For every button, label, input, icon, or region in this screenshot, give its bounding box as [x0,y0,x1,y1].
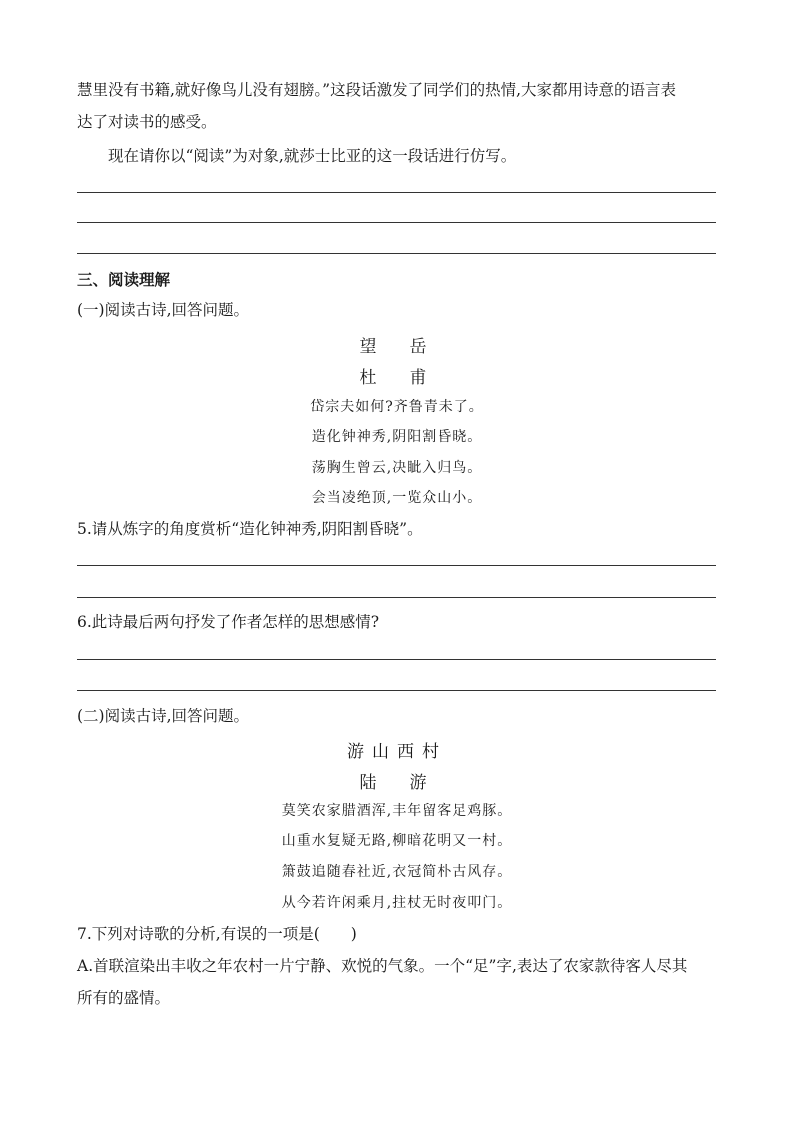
poem-line: 会当凌绝顶,一览众山小。 [311,490,483,506]
answer-line[interactable] [77,690,716,691]
part-two-intro: (二)阅读古诗,回答问题。 [77,707,250,725]
poem-author: 陆 游 [359,773,435,793]
poem-line: 山重水复疑无路,柳暗花明又一村。 [281,833,513,849]
poem-line: 莫笑农家腊酒浑,丰年留客足鸡豚。 [281,803,513,819]
answer-line[interactable] [77,565,716,566]
question-6: 6.此诗最后两句抒发了作者怎样的思想感情? [77,613,380,631]
poem-author: 杜 甫 [359,368,435,388]
poem-line: 岱宗夫如何?齐鲁青未了。 [310,399,484,415]
section-heading: 三、阅读理解 [77,270,171,289]
answer-line[interactable] [77,659,716,660]
question-7: 7.下列对诗歌的分析,有误的一项是( ) [77,925,357,943]
imitation-instruction: 现在请你以“阅读”为对象,就莎士比亚的这一段话进行仿写。 [108,147,517,165]
poem-line: 造化钟神秀,阴阳割昏晓。 [311,429,483,445]
poem-line: 荡胸生曾云,决眦入归鸟。 [311,460,483,476]
answer-line[interactable] [77,222,716,223]
poem-title: 望 岳 [359,337,435,357]
option-a-line-2: 所有的盛情。 [77,989,171,1007]
intro-line-2: 达了对读书的感受。 [77,113,217,131]
answer-line[interactable] [77,192,716,193]
option-a-line-1: A.首联渲染出丰收之年农村一片宁静、欢悦的气象。一个“足”字,表达了农家款待客人尽其 [77,957,688,975]
question-5: 5.请从炼字的角度赏析“造化钟神秀,阴阳割昏晓”。 [77,520,423,538]
intro-line-1: 慧里没有书籍,就好像鸟儿没有翅膀。”这段话激发了同学们的热情,大家都用诗意的语言表 [77,81,677,99]
answer-line[interactable] [77,253,716,254]
poem-line: 从今若许闲乘月,拄杖无时夜叩门。 [281,895,513,911]
poem-title: 游山西村 [347,742,447,762]
part-one-intro: (一)阅读古诗,回答问题。 [77,301,250,319]
poem-line: 箫鼓追随春社近,衣冠简朴古风存。 [281,864,513,880]
answer-line[interactable] [77,597,716,598]
